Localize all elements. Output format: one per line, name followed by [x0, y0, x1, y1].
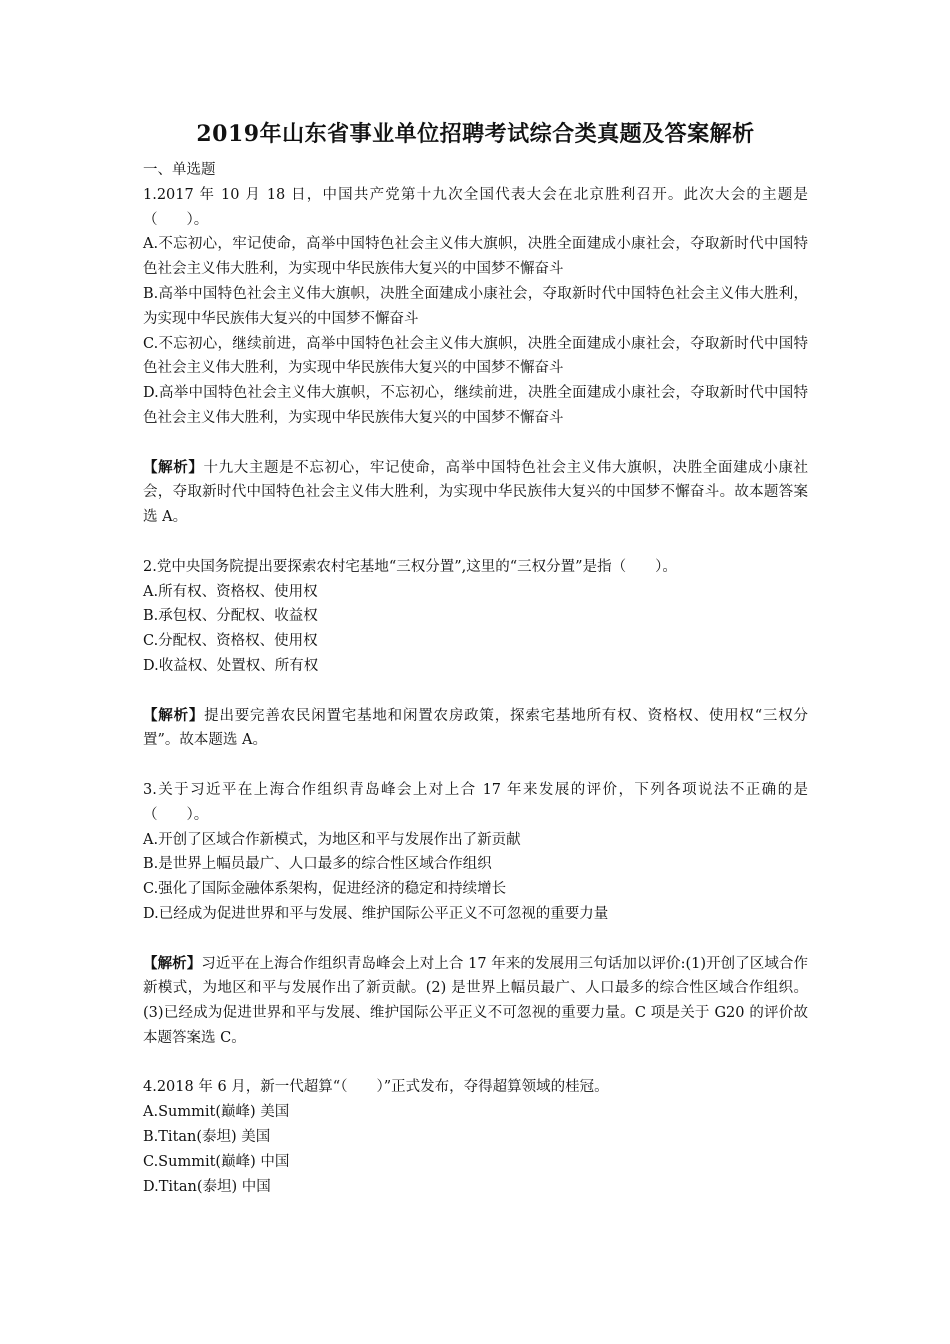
- question-1-option-c: C.不忘初心，继续前进，高举中国特色社会主义伟大旗帜，决胜全面建成小康社会，夺取新时代中国特色社会主义伟大胜利，为实现中华民族伟大复兴的中国梦不懈奋斗: [143, 335, 808, 377]
- question-2-analysis: [143, 704, 808, 754]
- section-heading: 一、单选题: [143, 162, 216, 178]
- question-2-option-d: D.收益权、处置权、所有权: [143, 657, 319, 674]
- question-3-analysis: [143, 952, 808, 1051]
- analysis-text: 提出要完善农民闲置宅基地和闲置农房政策，探索宅基地所有权、资格权、使用权“三权分置”。故本题选 A。: [143, 707, 808, 749]
- question-2-option-b: B.承包权、分配权、收益权: [143, 608, 318, 625]
- question-1-stem: 1.2017 年 10 月 18 日，中国共产党第十九次全国代表大会在北京胜利召开。此次大会的主题是（ ）。: [143, 186, 808, 228]
- question-2-stem: 2.党中央国务院提出要探索农村宅基地“三权分置”,这里的“三权分置”是指（ ）。: [143, 558, 677, 575]
- question-4-stem: 4.2018 年 6 月，新一代超算“（ ）”正式发布，夺得超算领域的桂冠。: [143, 1079, 609, 1096]
- question-3-option-c: C.强化了国际金融体系架构，促进经济的稳定和持续增长: [143, 881, 507, 898]
- question-2-option-a: A.所有权、资格权、使用权: [143, 583, 318, 600]
- question-3-option-a: A.开创了区域合作新模式，为地区和平与发展作出了新贡献: [143, 831, 521, 848]
- analysis-tag: 【解析】: [143, 458, 204, 476]
- question-4-option-b: B.Titan(泰坦) 美国: [143, 1129, 271, 1146]
- question-3-option-b: B.是世界上幅员最广、人口最多的综合性区域合作组织: [143, 856, 492, 873]
- question-4-option-d: D.Titan(泰坦) 中国: [143, 1178, 271, 1195]
- analysis-text: 十九大主题是不忘初心，牢记使命，高举中国特色社会主义伟大旗帜，决胜全面建成小康社会，夺取新时代中国特色社会主义伟大胜利，为实现中华民族伟大复兴的中国梦不懈奋斗。故本题答案选 A。: [143, 459, 809, 526]
- question-3-option-d: D.已经成为促进世界和平与发展、维护国际公平正义不可忽视的重要力量: [143, 905, 609, 922]
- question-1-option-d: D.高举中国特色社会主义伟大旗帜，不忘初心，继续前进，决胜全面建成小康社会，夺取新时代中国特色社会主义伟大胜利，为实现中华民族伟大复兴的中国梦不懈奋斗: [143, 385, 808, 426]
- question-4-option-a: A.Summit(巅峰) 美国: [143, 1104, 290, 1121]
- document-page: [143, 118, 808, 1199]
- question-3-stem: 3.关于习近平在上海合作组织青岛峰会上对上合 17 年来发展的评价，下列各项说法不正确的是（ ）。: [143, 781, 808, 823]
- page-title: 2019年山东省事业单位招聘考试综合类真题及答案解析: [196, 121, 755, 147]
- question-1-analysis: [143, 456, 808, 530]
- question-4-option-c: C.Summit(巅峰) 中国: [143, 1153, 290, 1170]
- question-1-option-a: A.不忘初心，牢记使命，高举中国特色社会主义伟大旗帜，决胜全面建成小康社会，夺取新时代中国特色社会主义伟大胜利，为实现中华民族伟大复兴的中国梦不懈奋斗: [143, 236, 808, 278]
- analysis-tag: 【解析】: [143, 954, 202, 972]
- analysis-text: 习近平在上海合作组织青岛峰会上对上合 17 年来的发展用三句话加以评价:(1)开创了区域合作新模式，为地区和平与发展作出了新贡献。(2) 是世界上幅员最广、人口最多的综合性区域合作组织。(3)已经成为促进世界和平与发展、维护国际公平正义不可忽视的重要力量。C 项是关于 G20 的评价故本题答案选 C。: [143, 955, 808, 1046]
- analysis-tag: 【解析】: [143, 706, 205, 724]
- question-2-option-c: C.分配权、资格权、使用权: [143, 633, 318, 650]
- question-1-option-b: B.高举中国特色社会主义伟大旗帜，决胜全面建成小康社会，夺取新时代中国特色社会主义伟大胜利，为实现中华民族伟大复兴的中国梦不懈奋斗: [143, 285, 808, 327]
